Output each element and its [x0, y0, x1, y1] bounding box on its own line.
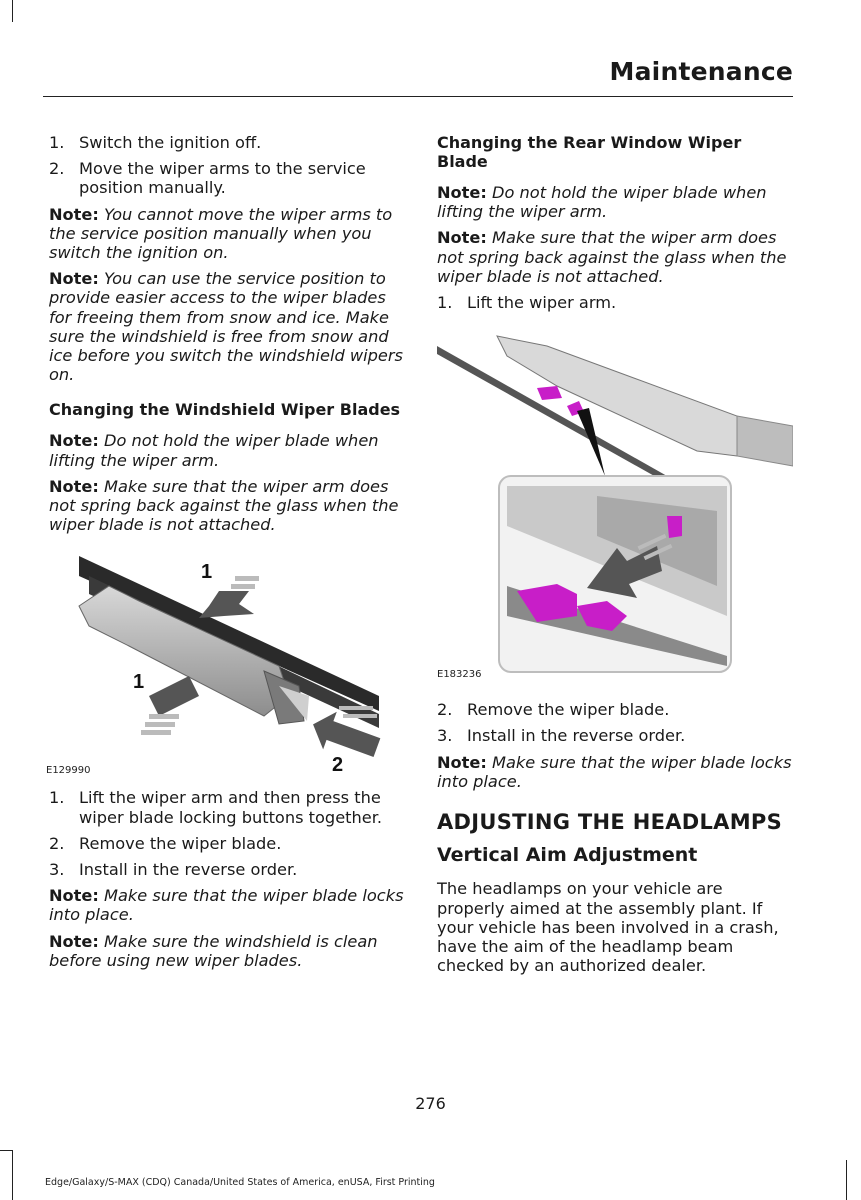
note	[49, 205, 405, 263]
subheading: Changing the Rear Window Wiper Blade	[437, 133, 742, 171]
list-text: Remove the wiper blade.	[79, 833, 282, 853]
note-label: Note:	[437, 228, 487, 248]
list-text: Lift the wiper arm.	[467, 293, 617, 313]
note-text: Make sure that the wiper arm does not spring back against the glass when the wiper blade is not attached.	[49, 476, 399, 535]
note	[49, 269, 405, 384]
rear-wiper-figure	[437, 326, 793, 690]
crop-mark	[846, 1160, 847, 1200]
list-item	[49, 834, 405, 853]
list-item	[49, 860, 405, 879]
list-number: 1.	[49, 133, 65, 152]
list-item	[49, 159, 405, 197]
note-text: Do not hold the wiper blade when lifting the wiper arm.	[437, 183, 767, 222]
figure-code: E183236	[437, 669, 482, 681]
page-title: Maintenance	[609, 57, 793, 86]
crop-mark	[12, 0, 13, 22]
figure-code: E129990	[46, 765, 91, 777]
list-text: Move the wiper arms to the service position manually.	[79, 159, 366, 198]
list-number: 2.	[49, 159, 65, 179]
note-label: Note:	[49, 931, 99, 951]
note-label: Note:	[49, 886, 99, 906]
page-number: 276	[415, 1094, 446, 1113]
subheading: Changing the Windshield Wiper Blades	[49, 400, 401, 420]
list-text: Install in the reverse order.	[467, 726, 686, 746]
slide-arrow	[306, 706, 384, 767]
crop-mark	[12, 1150, 13, 1200]
note-label: Note:	[437, 183, 487, 202]
note	[49, 431, 405, 469]
note	[49, 886, 405, 924]
list-item	[437, 726, 793, 745]
left-column	[46, 133, 405, 977]
note-label: Note:	[49, 476, 99, 496]
note	[49, 932, 405, 970]
note-label: Note:	[49, 431, 99, 451]
header-divider	[43, 96, 793, 97]
list-number: 3.	[437, 726, 453, 746]
list-number: 2.	[437, 700, 453, 720]
list-number: 1.	[437, 293, 453, 313]
callout-1-bottom: 1	[133, 671, 145, 694]
note	[49, 477, 405, 535]
list-text: Remove the wiper blade.	[467, 700, 670, 720]
footer-text: Edge/Galaxy/S-MAX (CDQ) Canada/United States of America, enUSA, First Printing	[45, 1177, 435, 1188]
note	[437, 228, 793, 286]
list-item	[437, 700, 793, 719]
section-subheading: Vertical Aim Adjustment	[437, 844, 698, 867]
section-heading: ADJUSTING THE HEADLAMPS	[437, 810, 783, 835]
callout-2: 2	[332, 754, 344, 777]
list-item	[49, 788, 405, 826]
note-text: Do not hold the wiper blade when lifting the wiper arm.	[49, 431, 379, 470]
right-column	[437, 133, 793, 982]
note-label: Note:	[437, 752, 487, 772]
note-text: Make sure that the wiper arm does not spring back against the glass when the wiper blade is not attached.	[437, 228, 787, 286]
crop-mark	[0, 1150, 13, 1151]
list-text: Lift the wiper arm and then press the wiper blade locking buttons together.	[79, 788, 383, 827]
rear-wiper-illustration	[437, 326, 793, 690]
note-label: Note:	[49, 204, 99, 224]
list-text: Install in the reverse order.	[79, 860, 298, 880]
wiper-blade-illustration	[49, 546, 405, 778]
callout-1-top: 1	[201, 561, 213, 584]
list-number: 2.	[49, 833, 65, 853]
list-text: Switch the ignition off.	[79, 133, 262, 152]
note	[437, 183, 793, 221]
press-arrow-bottom	[141, 676, 199, 735]
list-item	[437, 293, 793, 312]
body-paragraph: The headlamps on your vehicle are properly aimed at the assembly plant. If your vehicle has been involved in a crash, have the aim of the headlamp beam checked by an authorized dealer.	[437, 879, 779, 976]
list-number: 1.	[49, 788, 65, 808]
note	[437, 753, 793, 791]
list-number: 3.	[49, 860, 65, 880]
list-item	[49, 133, 405, 152]
note-label: Note:	[49, 269, 99, 289]
note-text: Make sure that the wiper blade locks into place.	[437, 752, 792, 791]
note-text: You cannot move the wiper arms to the service position manually when you switch the ignition on.	[49, 204, 393, 263]
note-text: Make sure the windshield is clean before using new wiper blades.	[49, 931, 378, 970]
windshield-wiper-figure	[46, 546, 405, 778]
note-text: Make sure that the wiper blade locks into place.	[49, 886, 404, 925]
note-text: You can use the service position to provide easier access to the wiper blades for freeing them from snow and ice. Make sure the windshield is free from snow and ice before you switch the windshield wipers on.	[49, 269, 403, 385]
